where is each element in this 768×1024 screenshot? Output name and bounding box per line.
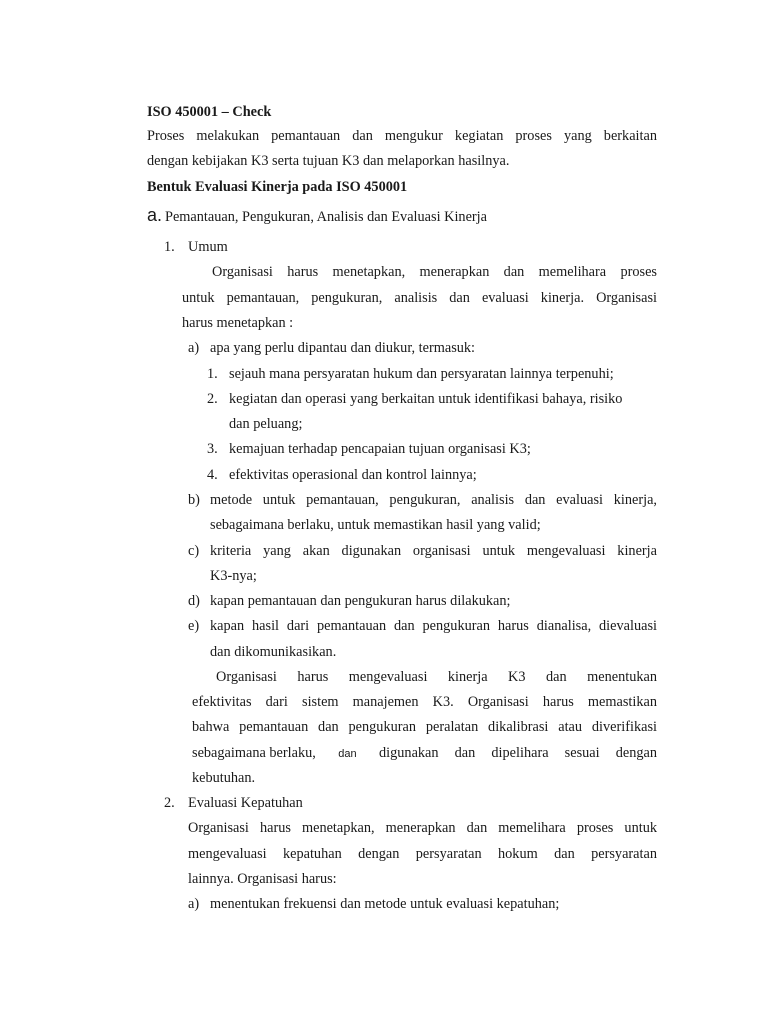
item-1-para2-line-4 [192,744,657,763]
item-1-marker: 1. [164,239,175,255]
sub-3-text: kemajuan terhadap pencapaian tujuan organisasi K3; [229,441,531,457]
intro-line-1: Proses melakukan pemantauan dan mengukur kegiatan proses yang berkaitan [147,128,657,144]
item-1-b-line-2: sebagaimana berlaku, untuk memastikan hasil yang valid; [210,517,541,533]
item-1-para2-line-4-b: digunakan dan dipelihara sesuai dengan [379,745,657,761]
section-a-text: Pemantauan, Pengukuran, Analisis dan Evaluasi Kinerja [165,209,488,225]
sub-2-marker: 2. [207,391,218,407]
item-2-para-line-3: lainnya. Organisasi harus: [188,871,337,887]
item-1-para-line-2: untuk pemantauan, pengukuran, analisis dan evaluasi kinerja. Organisasi [182,290,657,306]
item-2-title: Evaluasi Kepatuhan [188,795,303,811]
item-2-marker: 2. [164,795,175,811]
item-1-c-line-1: kriteria yang akan digunakan organisasi untuk mengevaluasi kinerja [210,543,657,559]
item-1-para2-line-3: bahwa pemantauan dan pengukuran peralatan dikalibrasi atau diverifikasi [192,719,657,735]
item-1-para2-line-1: Organisasi harus mengevaluasi kinerja K3 dan menentukan [216,669,657,685]
item-1-a-marker: a) [188,340,200,356]
intro-line-2: dengan kebijakan K3 serta tujuan K3 dan melaporkan hasilnya. [147,153,510,169]
sub-1-marker: 1. [207,366,218,382]
item-1-para-line-1: Organisasi harus menetapkan, menerapkan dan memelihara proses [212,264,657,280]
sub-1-text: sejauh mana persyaratan hukum dan persyaratan lainnya terpenuhi; [229,366,614,382]
item-1-e-line-1: kapan hasil dari pemantauan dan pengukuran harus dianalisa, dievaluasi [210,618,657,634]
item-1-a-text: apa yang perlu dipantau dan diukur, termasuk: [210,340,476,356]
item-1-c-marker: c) [188,543,200,559]
item-1-para-line-3: harus menetapkan : [182,315,294,331]
item-2-a-text: menentukan frekuensi dan metode untuk evaluasi kepatuhan; [210,896,560,912]
section-heading: Bentuk Evaluasi Kinerja pada ISO 450001 [147,179,408,195]
item-1-b-line-1: metode untuk pemantauan, pengukuran, analisis dan evaluasi kinerja, [210,492,657,508]
item-1-b-marker: b) [188,492,200,508]
item-1-para2-line-4-a: sebagaimana berlaku, [192,745,316,761]
item-1-d-text: kapan pemantauan dan pengukuran harus dilakukan; [210,593,511,609]
sub-3-marker: 3. [207,441,218,457]
sub-4-marker: 4. [207,467,218,483]
item-1-para2-line-4-dan: dan [338,748,357,760]
item-2-a-marker: a) [188,896,200,912]
item-1-para2-line-5: kebutuhan. [192,770,256,786]
sub-2-line-2: dan peluang; [229,416,303,432]
section-a-marker: a. [147,205,163,225]
doc-title: ISO 450001 – Check [147,104,272,120]
item-2-para-line-2: mengevaluasi kepatuhan dengan persyaratan hokum dan persyaratan [188,846,657,862]
item-1-e-line-2: dan dikomunikasikan. [210,644,337,660]
item-1-title: Umum [188,239,228,255]
item-1-d-marker: d) [188,593,200,609]
item-1-c-line-2: K3-nya; [210,568,257,584]
sub-4-text: efektivitas operasional dan kontrol lainnya; [229,467,477,483]
item-2-para-line-1: Organisasi harus menetapkan, menerapkan dan memelihara proses untuk [188,820,657,836]
sub-2-line-1: kegiatan dan operasi yang berkaitan untuk identifikasi bahaya, risiko [229,391,623,407]
item-1-para2-line-2: efektivitas dari sistem manajemen K3. Organisasi harus memastikan [192,694,657,710]
item-1-e-marker: e) [188,618,200,634]
